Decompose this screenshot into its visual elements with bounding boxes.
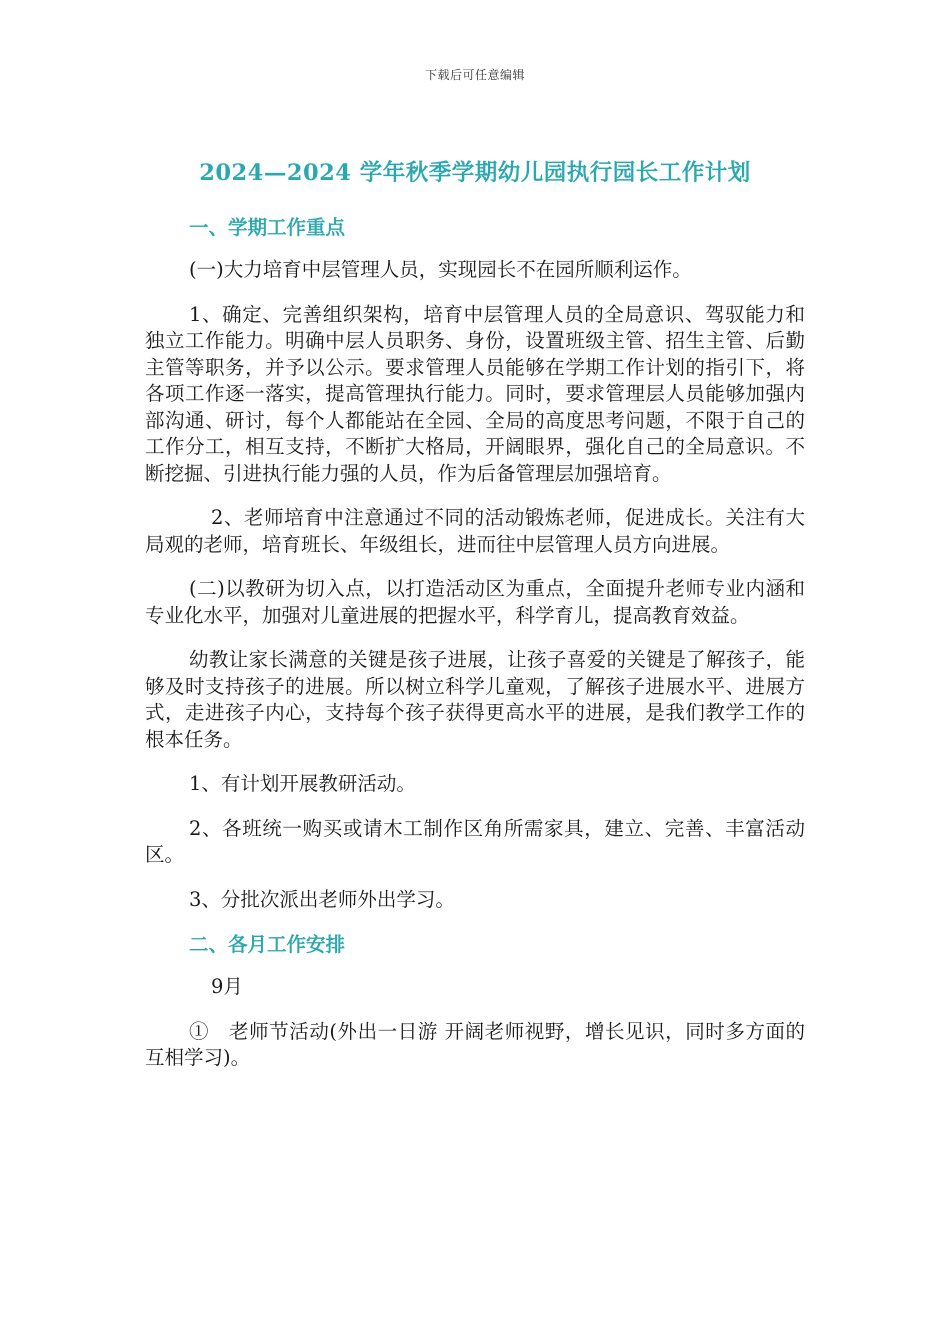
section-heading-2: 二、各月工作安排 <box>189 933 346 956</box>
document-body <box>145 214 805 1090</box>
paragraph-month-item-1: ① 老师节活动(外出一日游 开阔老师视野，增长见识，同时多方面的互相学习)。 <box>145 1019 805 1069</box>
paragraph-task-3: 3、分批次派出老师外出学习。 <box>189 887 455 911</box>
document-title: 2024—2024 学年秋季学期幼儿园执行园长工作计划 <box>199 160 751 186</box>
paragraph-subheading-2: (二)以教研为切入点，以打造活动区为重点，全面提升老师专业内涵和专业化水平，加强对儿童进展的把握水平，科学育儿，提高教育效益。 <box>145 577 805 627</box>
paragraph-task-2: 2、各班统一购买或请木工制作区角所需家具，建立、完善、丰富活动区。 <box>145 816 805 866</box>
paragraph-month: 9月 <box>211 975 243 998</box>
paragraph-task-1: 1、有计划开展教研活动。 <box>189 772 416 795</box>
paragraph-item-1: 1、确定、完善组织架构，培育中层管理人员的全局意识、驾驭能力和独立工作能力。明确中层人员职务、身份，设置班级主管、招生主管、后勤主管等职务，并予以公示。要求管理人员能够在学期工作计划的指引下，将各项工作逐一落实，提高管理执行能力。同时，要求管理层人员能够加强内部沟通、研讨，每个人都能站在全园、全局的高度思考问题，不限于自己的工作分工，相互支持，不断扩大格局，开阔眼界，强化自己的全局意识。不断挖掘、引进执行能力强的人员，作为后备管理层加强培育。 <box>145 302 805 485</box>
paragraph-subheading-1: (一)大力培育中层管理人员，实现园长不在园所顺利运作。 <box>189 258 692 281</box>
paragraph-body: 幼教让家长满意的关键是孩子进展，让孩子喜爱的关键是了解孩子，能够及时支持孩子的进展。所以树立科学儿童观，了解孩子进展水平、进展方式，走进孩子内心，支持每个孩子获得更高水平的进展，是我们教学工作的根本任务。 <box>145 648 805 751</box>
section-heading-1: 一、学期工作重点 <box>189 216 346 239</box>
header-note: 下载后可任意编辑 <box>424 68 525 82</box>
paragraph-item-2: 2、老师培育中注意通过不同的活动锻炼老师，促进成长。关注有大局观的老师，培育班长、年级组长，进而往中层管理人员方向进展。 <box>145 506 805 556</box>
